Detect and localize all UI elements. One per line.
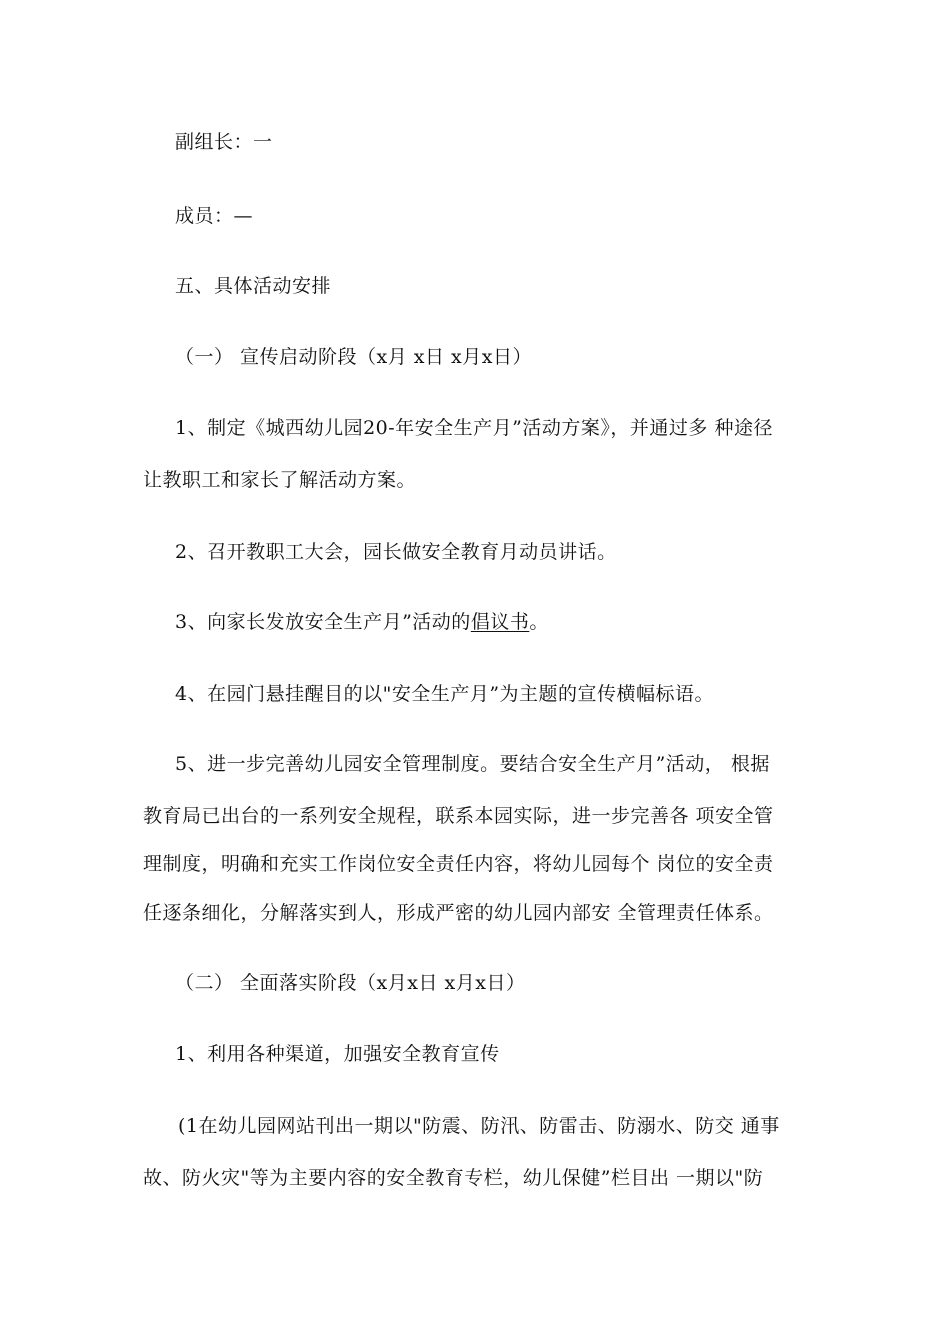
item-4: 4、在园门悬挂醒目的以"安全生产月”为主题的宣传横幅标语。 <box>175 683 715 705</box>
members-line: 成员：— <box>175 205 254 227</box>
item-1-line-1: 1、制定《城西幼儿园20-年安全生产月”活动方案》，并通过多 种途径 <box>175 417 773 439</box>
phase-one-heading: （一） 宣传启动阶段（x月 x日 x月x日） <box>175 346 532 368</box>
subsection-1: 1、利用各种渠道，加强安全教育宣传 <box>175 1043 500 1065</box>
section-heading: 五、具体活动安排 <box>175 275 332 297</box>
item-3-end: 。 <box>529 611 549 633</box>
phase-two-heading: （二） 全面落实阶段（x月x日 x月x日） <box>175 972 526 994</box>
item-5-line-3: 理制度，明确和充实工作岗位安全责任内容，将幼儿园每个 岗位的安全责 <box>143 853 774 875</box>
subitem-1-line-2: 故、防火灾"等为主要内容的安全教育专栏，幼儿保健”栏目出 一期以"防 <box>143 1167 764 1189</box>
item-3 <box>175 610 549 634</box>
item-2: 2、召开教职工大会，园长做安全教育月动员讲话。 <box>175 541 617 563</box>
deputy-leader-line: 副组长：一 <box>175 131 273 153</box>
subitem-1-line-1: (1在幼儿园网站刊出一期以"防震、防汛、防雷击、防溺水、防交 通事 <box>178 1115 780 1137</box>
item-5-line-1: 5、进一步完善幼儿园安全管理制度。要结合安全生产月”活动， 根据 <box>175 753 770 775</box>
item-3-text: 3、向家长发放安全生产月”活动的 <box>175 611 471 633</box>
item-5-line-2: 教育局已出台的一系列安全规程，联系本园实际，进一步完善各 项安全管 <box>143 805 774 827</box>
proposal-link[interactable]: 倡议书 <box>470 611 530 633</box>
item-1-line-2: 让教职工和家长了解活动方案。 <box>143 469 417 491</box>
item-5-line-4: 任逐条细化，分解落实到人，形成严密的幼儿园内部安 全管理责任体系。 <box>143 902 774 924</box>
